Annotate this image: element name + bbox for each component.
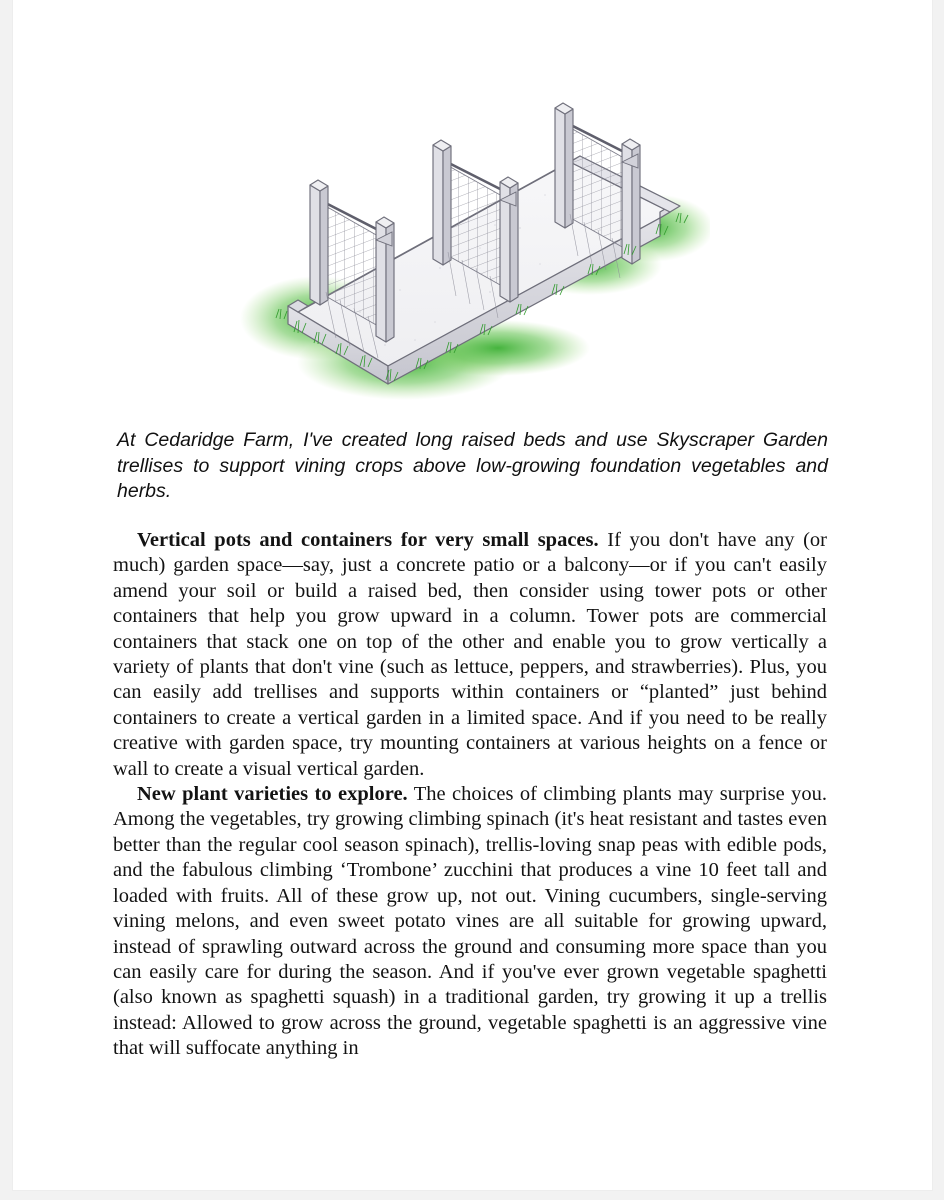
body-text-column xyxy=(113,528,827,1062)
paragraph-lead-in: New plant varieties to explore. xyxy=(137,783,408,806)
paragraph-new-varieties xyxy=(113,782,827,1061)
paragraph-body: If you don't have any (or much) garden space—say, just a concrete patio or a balcony—or if you can't easily amend your soil or build a raised bed, then consider using tower pots or other containers that help you grow upward in a column. Tower pots are commercial containers that stack one on top of the other and enable you to grow vertically a variety of plants that don't vine (such as lettuce, peppers, and strawberries). Plus, you can easily add trellises and supports within containers or “planted” just behind containers to create a vertical garden in a limited space. And if you need to be really creative with garden space, try mounting containers at various heights on a fence or wall to create a visual vertical garden. xyxy=(113,529,827,780)
raised-bed-trellis-illustration xyxy=(240,100,710,400)
document-page xyxy=(13,0,932,1190)
figure-caption-text: At Cedaridge Farm, I've created long raised beds and use Skyscraper Garden trellises to support vining crops above low-growing foundation vegetables and herbs. xyxy=(117,429,828,502)
paragraph-vertical-pots xyxy=(113,528,827,782)
figure-caption xyxy=(117,428,828,505)
paragraph-body: The choices of climbing plants may surprise you. Among the vegetables, try growing climbing spinach (it's heat resistant and tastes even better than the regular cool season spinach), trellis-loving snap peas with edible pods, and the fabulous climbing ‘Trombone’ zucchini that produces a vine 10 feet tall and loaded with fruits. All of these grow up, not out. Vining cucumbers, single-serving vining melons, and even sweet potato vines are all suitable for growing upward, instead of sprawling outward across the ground and consuming more space than you can easily care for during the season. And if you've ever grown vegetable spaghetti (also known as spaghetti squash) in a traditional garden, try growing it up a trellis instead: Allowed to grow across the ground, vegetable spaghetti is an aggressive vine that will suffocate anything in xyxy=(113,783,827,1060)
paragraph-lead-in: Vertical pots and containers for very small spaces. xyxy=(137,529,599,551)
